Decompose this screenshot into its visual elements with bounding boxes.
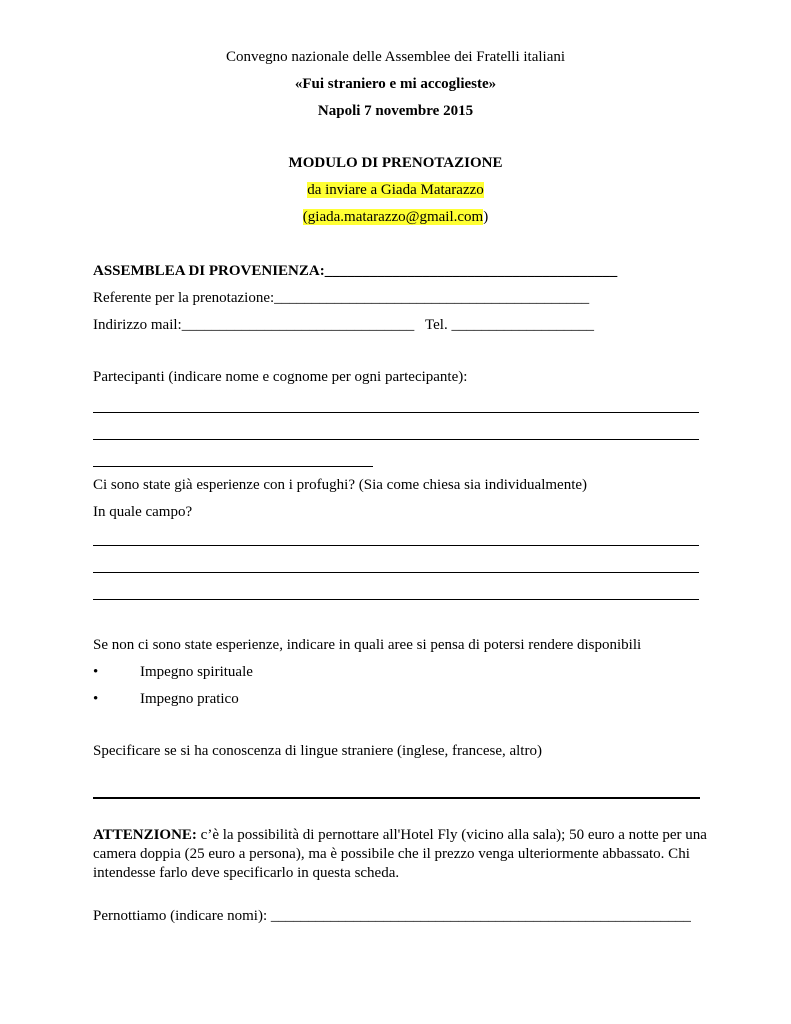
form-title: MODULO DI PRENOTAZIONE [288, 155, 503, 171]
section-divider [93, 797, 700, 799]
email-open-paren: ( [302, 209, 308, 225]
campo-label: In quale campo? [93, 504, 193, 520]
attenzione-text: c’è la possibilità di pernottare all'Hotel Fly (vicino alla sala); 50 euro a notte per una camera doppia (25 euro a persona), ma è possibile che il prezzo venga ulteriormente abbassato. Chi intendesse farlo deve specificarlo in questa scheda. [93, 827, 707, 881]
email-close-paren: ) [483, 209, 489, 225]
partecipanti-line-2[interactable] [93, 439, 699, 440]
item-impegno-pratico[interactable]: Impegno pratico [140, 691, 239, 707]
send-to-text: da inviare a Giada Matarazzo [307, 182, 484, 198]
send-to-email [0, 209, 791, 226]
campo-line-1[interactable] [93, 545, 699, 546]
lingue-label: Specificare se si ha conoscenza di lingue straniere (inglese, francese, altro) [93, 743, 542, 759]
field-assemblea[interactable]: ASSEMBLEA DI PROVENIENZA:_______________________________________ [93, 263, 618, 279]
send-to [0, 182, 791, 199]
campo-line-3[interactable] [93, 599, 699, 600]
header-date: Napoli 7 novembre 2015 [317, 103, 474, 119]
field-pernottiamo[interactable]: Pernottiamo (indicare nomi): ________________________________________________________ [93, 908, 691, 924]
attenzione-label: ATTENZIONE: [93, 827, 197, 843]
bullet-dot: • [93, 691, 99, 707]
email-address[interactable]: giada.matarazzo@gmail.com [307, 209, 484, 225]
header-motto: «Fui straniero e mi accoglieste» [294, 76, 497, 92]
field-tel[interactable]: Tel. ___________________ [425, 317, 594, 333]
item-impegno-spirituale[interactable]: Impegno spirituale [140, 664, 253, 680]
bullet-dot: • [93, 664, 99, 680]
attenzione-paragraph [93, 826, 708, 883]
partecipanti-label: Partecipanti (indicare nome e cognome per ogni partecipante): [93, 369, 468, 385]
campo-line-2[interactable] [93, 572, 699, 573]
field-referente[interactable]: Referente per la prenotazione:__________________________________________ [93, 290, 590, 306]
field-indirizzo-mail[interactable]: Indirizzo mail:_______________________________ [93, 317, 415, 333]
partecipanti-line-1[interactable] [93, 412, 699, 413]
esperienze-question: Ci sono state già esperienze con i profughi? (Sia come chiesa sia individualmente) [93, 477, 588, 493]
header-convegno: Convegno nazionale delle Assemblee dei Fratelli italiani [225, 49, 566, 65]
partecipanti-line-3[interactable] [93, 466, 373, 467]
disponibilita-question: Se non ci sono state esperienze, indicare in quali aree si pensa di potersi rendere disponibili [93, 637, 642, 653]
